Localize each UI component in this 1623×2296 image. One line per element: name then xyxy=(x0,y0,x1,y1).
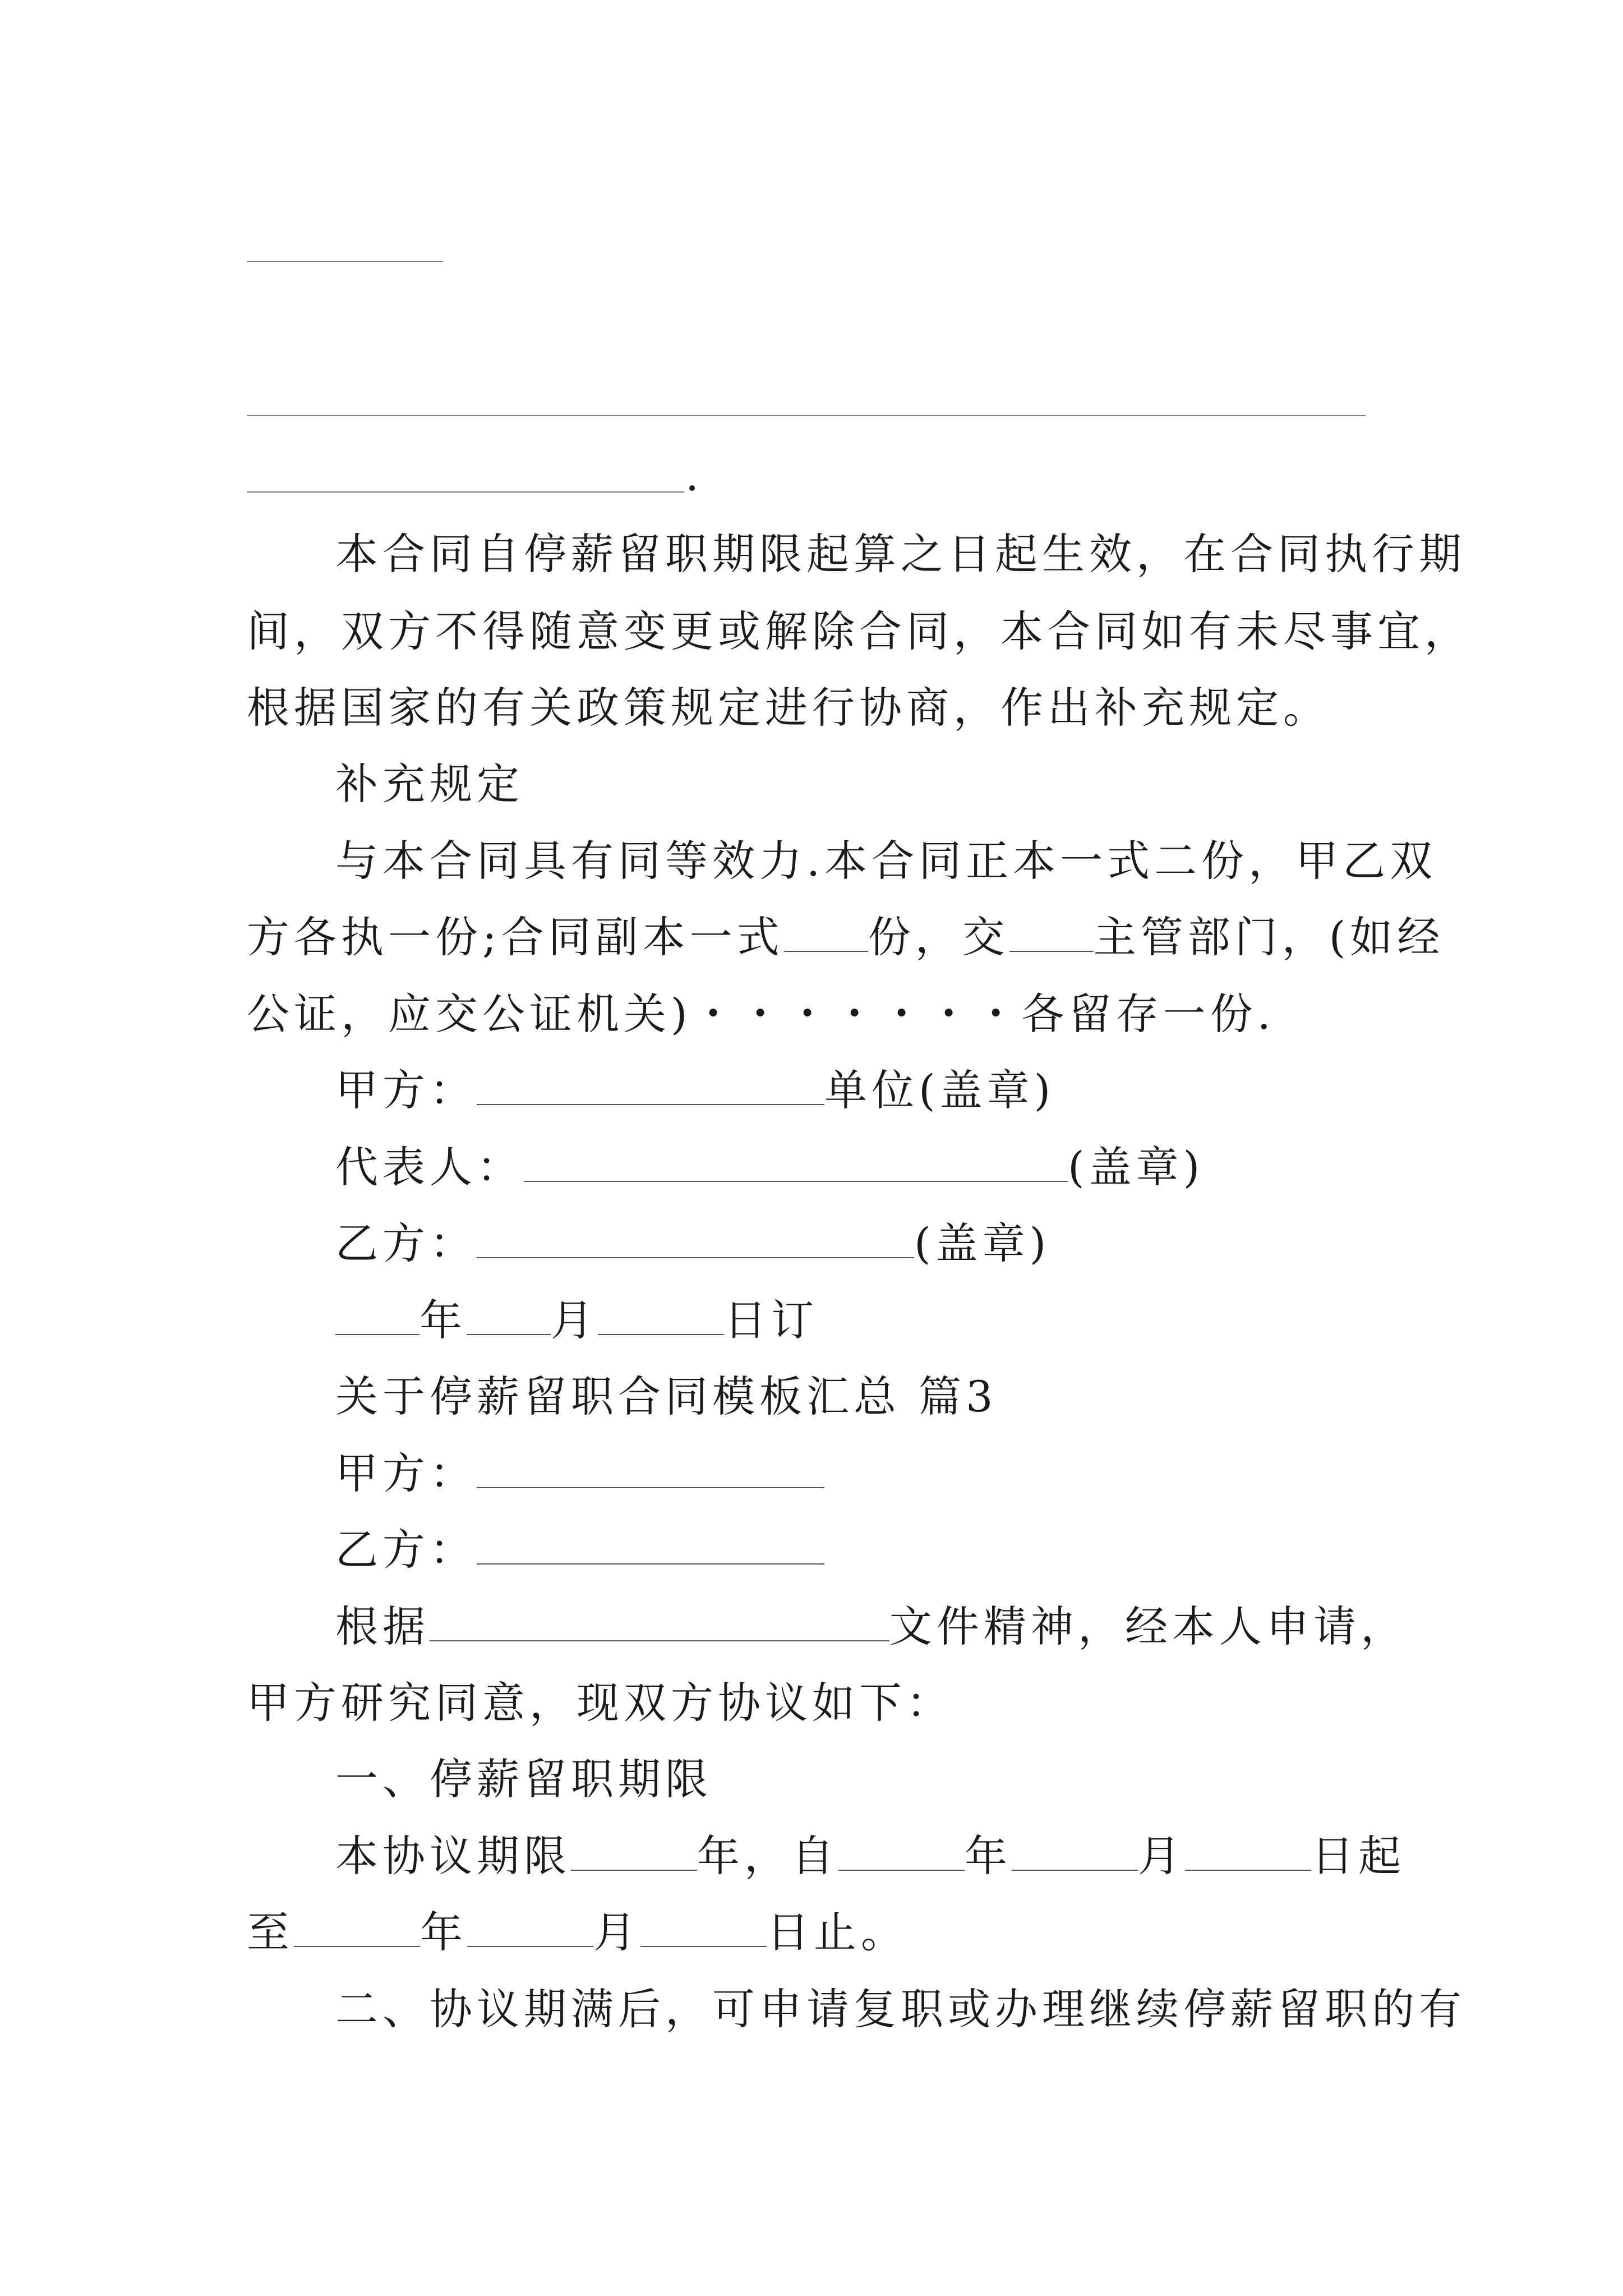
sec3-basis-line-1 xyxy=(335,1602,1408,1651)
sec3-party-a-label: 甲方： xyxy=(335,1448,477,1498)
date-year: 年 xyxy=(419,1295,467,1345)
sign-rep-label: 代表人： xyxy=(335,1142,524,1192)
sign-rep-suffix: (盖章) xyxy=(1068,1142,1205,1192)
sec3-term-e: 日起 xyxy=(1311,1831,1405,1881)
sec3-to-year-blank xyxy=(294,1912,420,1947)
copies-text-a: 方各执一份;合同副本一式 xyxy=(247,912,784,962)
para-effective-line-1: 本合同自停薪留职期限起算之日起生效，在合同执行期 xyxy=(335,529,1466,579)
date-month-blank xyxy=(467,1300,551,1335)
copies-text-b: 份，交 xyxy=(868,912,1009,962)
section3-title: 关于停薪留职合同模板汇总 篇3 xyxy=(335,1372,998,1421)
para-effective-line-2: 间，双方不得随意变更或解除合同，本合同如有未尽事宜， xyxy=(247,606,1472,656)
dept-blank xyxy=(1009,917,1094,952)
sec3-term2-b: 年 xyxy=(420,1907,467,1957)
sec3-to-month-blank xyxy=(467,1912,593,1947)
para-copies-line-2 xyxy=(247,912,1445,962)
sec3-from-month-blank xyxy=(1012,1836,1138,1871)
date-month: 月 xyxy=(551,1295,598,1345)
blank-line-medium xyxy=(247,491,684,493)
sign-rep-blank xyxy=(524,1147,1068,1182)
sec3-basis-b: 文件精神，经本人申请， xyxy=(889,1602,1408,1651)
para-copies-line-1: 与本合同具有同等效力.本合同正本一式二份，甲乙双 xyxy=(335,836,1437,886)
sign-party-a-suffix: 单位(盖章) xyxy=(824,1065,1055,1115)
sign-party-b-blank xyxy=(477,1223,914,1258)
date-year-blank xyxy=(335,1300,419,1335)
blank-line-top-short xyxy=(247,261,443,262)
sec3-party-b-blank xyxy=(477,1530,824,1565)
copies-text-c: 主管部门，(如经 xyxy=(1093,912,1445,962)
sec3-term-a: 本协议期限 xyxy=(335,1831,571,1881)
copies-count-blank xyxy=(784,917,868,952)
sign-party-a-blank xyxy=(477,1070,824,1105)
sign-party-b xyxy=(335,1218,1051,1268)
sign-representative xyxy=(335,1142,1205,1192)
sec3-term2-c: 月 xyxy=(593,1907,640,1957)
sign-party-b-suffix: (盖章) xyxy=(914,1218,1051,1268)
sign-party-b-label: 乙方： xyxy=(335,1218,477,1268)
sec3-party-a xyxy=(335,1448,824,1498)
sec3-basis-blank xyxy=(430,1607,889,1641)
sec3-item2-line: 二、协议期满后，可申请复职或办理继续停薪留职的有 xyxy=(335,1984,1466,2034)
blank-line-period: . xyxy=(685,450,704,500)
sec3-party-a-blank xyxy=(477,1453,824,1488)
sec3-to-day-blank xyxy=(640,1912,767,1947)
sec3-term2-a: 至 xyxy=(247,1907,294,1957)
sec3-term-c: 年 xyxy=(965,1831,1012,1881)
sec3-party-b-label: 乙方： xyxy=(335,1525,477,1575)
sec3-term-b: 年，自 xyxy=(697,1831,838,1881)
sec3-basis-line-2: 甲方研究同意，现双方协议如下： xyxy=(247,1678,953,1728)
sec3-term-years-blank xyxy=(571,1836,697,1871)
date-day-blank xyxy=(598,1300,724,1335)
para-effective-line-3: 根据国家的有关政策规定进行协商，作出补充规定。 xyxy=(247,683,1330,733)
date-day: 日订 xyxy=(724,1295,818,1345)
sec3-party-b xyxy=(335,1525,824,1575)
sec3-term-line-1 xyxy=(335,1831,1405,1881)
sec3-from-year-blank xyxy=(838,1836,965,1871)
sign-date xyxy=(335,1295,818,1345)
para-copies-line-3: 公证，应交公证机关)・・・・・・・各留存一份. xyxy=(247,989,1275,1039)
sec3-item1-title: 一、停薪留职期限 xyxy=(335,1754,712,1804)
sec3-term-d: 月 xyxy=(1138,1831,1185,1881)
sec3-term2-d: 日止。 xyxy=(767,1907,908,1957)
supplement-heading: 补充规定 xyxy=(335,759,524,809)
sign-party-a-label: 甲方： xyxy=(335,1065,477,1115)
blank-line-full xyxy=(247,415,1366,416)
sign-party-a xyxy=(335,1065,1055,1115)
sec3-term-line-2 xyxy=(247,1907,908,1957)
sec3-basis-a: 根据 xyxy=(335,1602,430,1651)
sec3-from-day-blank xyxy=(1185,1836,1311,1871)
